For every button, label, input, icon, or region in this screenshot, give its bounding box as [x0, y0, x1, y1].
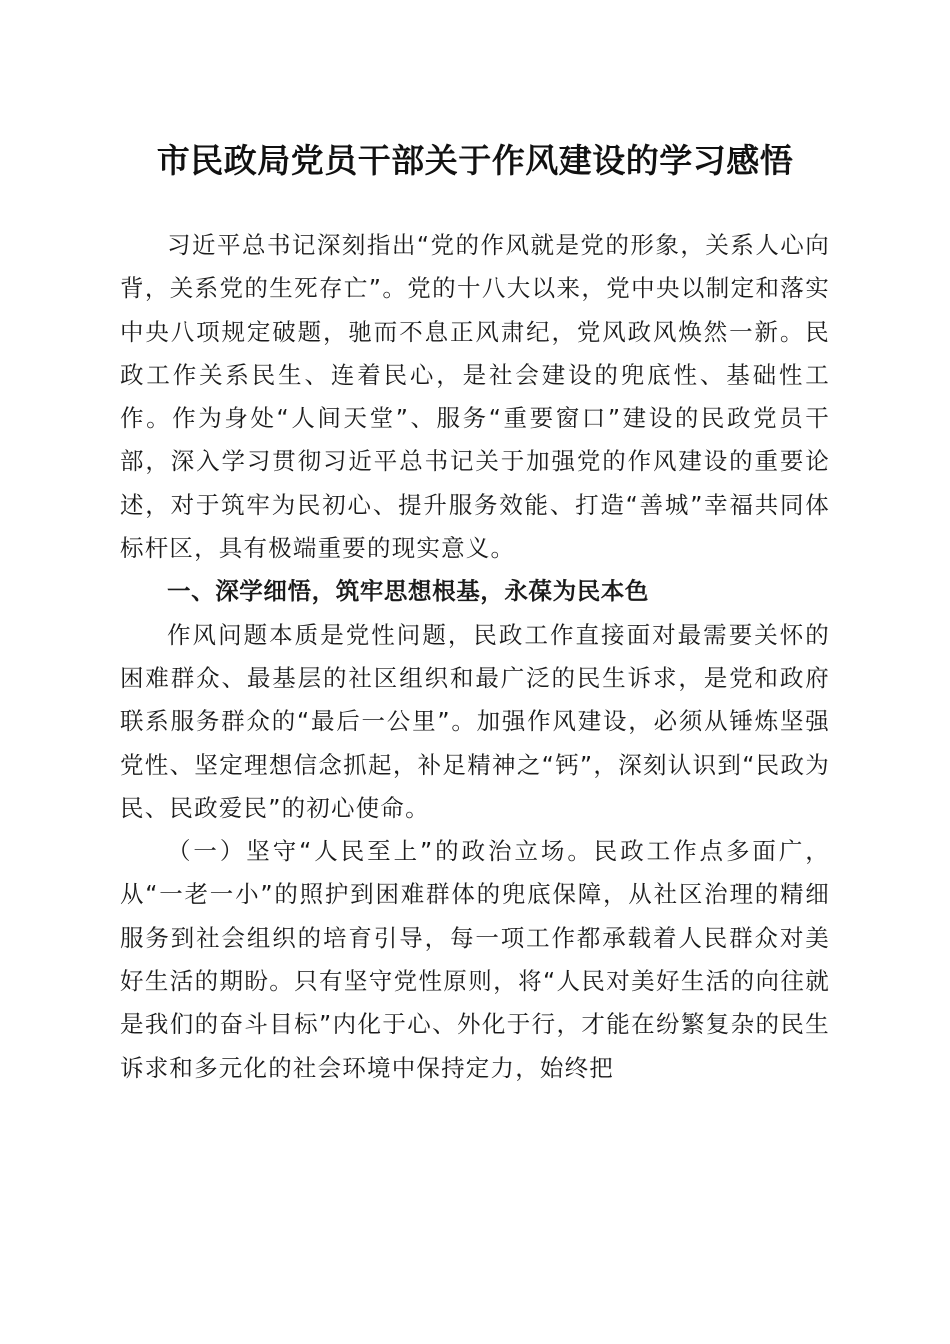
section-heading-1: 一、深学细悟，筑牢思想根基，永葆为民本色: [167, 577, 649, 606]
document-body: [120, 224, 830, 1090]
section-1-paragraph: 作风问题本质是党性问题，民政工作直接面对最需要关怀的困难群众、最基层的社区组织和最广泛的民生诉求，是党和政府联系服务群众的“最后一公里”。加强作风建设，必须从锤炼坚强党性、坚定理想信念抓起，补足精神之“钙”，深刻认识到“民政为民、民政爱民”的初心使命。: [120, 620, 830, 822]
document-title: 市民政局党员干部关于作风建设的学习感悟: [156, 141, 794, 180]
subsection-1-paragraph: （一）坚守“人民至上”的政治立场。民政工作点多面广，从“一老一小”的照护到困难群体的兜底保障，从社区治理的精细服务到社会组织的培育引导，每一项工作都承载着人民群众对美好生活的期盼。只有坚守党性原则，将“人民对美好生活的向往就是我们的奋斗目标”内化于心、外化于行，才能在纷繁复杂的民生诉求和多元化的社会环境中保持定力，始终把: [120, 837, 830, 1082]
intro-paragraph: 习近平总书记深刻指出“党的作风就是党的形象，关系人心向背，关系党的生死存亡”。党的十八大以来，党中央以制定和落实中央八项规定破题，驰而不息正风肃纪，党风政风焕然一新。民政工作关系民生、连着民心，是社会建设的兜底性、基础性工作。作为身处“人间天堂”、服务“重要窗口”建设的民政党员干部，深入学习贯彻习近平总书记关于加强党的作风建设的重要论述，对于筑牢为民初心、提升服务效能、打造“善城”幸福共同体标杆区，具有极端重要的现实意义。: [120, 231, 830, 563]
